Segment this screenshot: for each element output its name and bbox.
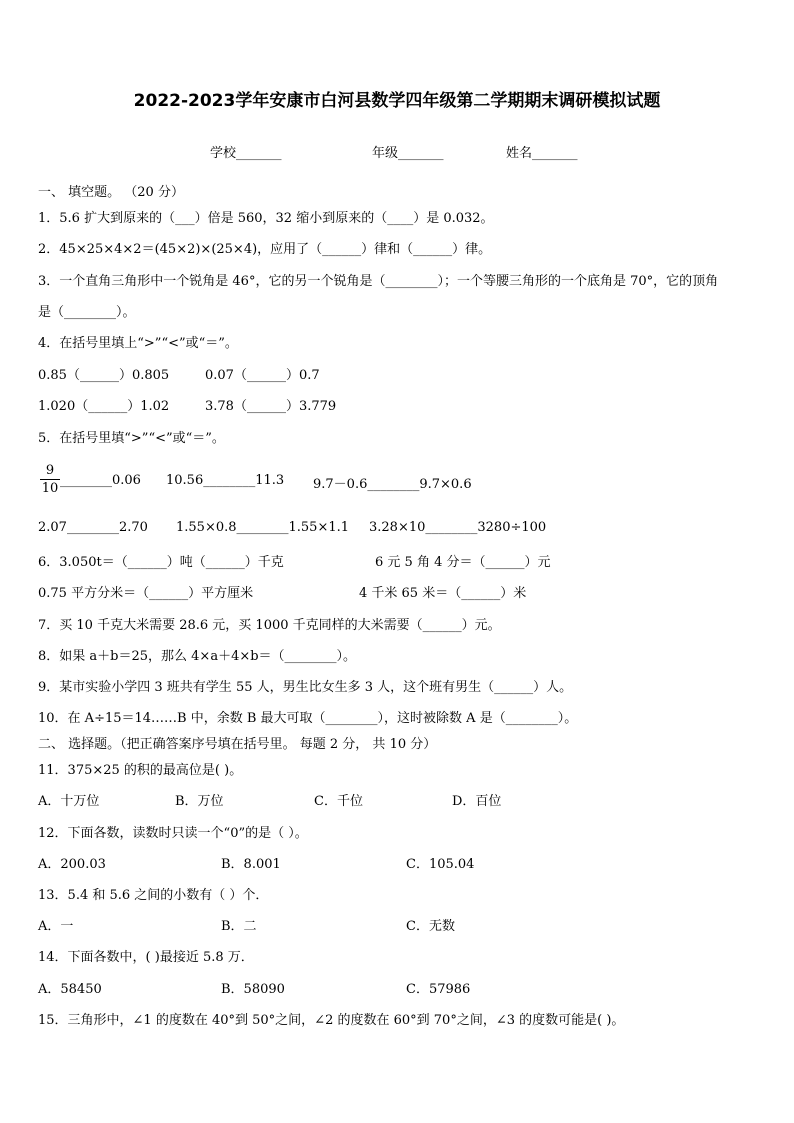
question-12-stem: 12．下面各数，读数时只读一个“0”的是（ ）。 (38, 826, 308, 841)
section-heading-fill: 一、 填空题。 （20 分） (38, 185, 184, 200)
fraction-denominator: 10 (41, 481, 59, 496)
page-title: 2022-2023学年安康市白河县数学四年级第二学期期末调研模拟试题 (133, 91, 661, 111)
question-5-stem: 5．在括号里填“>”“<”或“＝”。 (38, 431, 225, 446)
question-13-stem: 13．5.4 和 5.6 之间的小数有（ ）个． (38, 888, 269, 903)
question-13-option-c: C．无数 (406, 919, 455, 934)
fraction-numerator: 9 (40, 463, 60, 480)
question-6-b: 6 元 5 角 4 分＝（______）元 (375, 555, 551, 570)
question-4-stem: 4．在括号里填上“>”“<”或“＝”。 (38, 336, 238, 351)
question-5-f: 3.28×10________3280÷100 (369, 520, 547, 535)
grade-field: 年级_______ (372, 146, 444, 161)
question-14-option-a: A．58450 (38, 982, 102, 997)
question-6-d: 4 千米 65 米＝（______）米 (359, 586, 527, 601)
question-11-option-c: C．千位 (314, 794, 363, 809)
question-11-option-a: A．十万位 (38, 794, 100, 809)
question-6-c: 0.75 平方分米＝（______）平方厘米 (38, 586, 254, 601)
question-14-option-c: C．57986 (406, 982, 471, 997)
question-15: 15．三角形中，∠1 的度数在 40°到 50°之间，∠2 的度数在 60°到 70°之间，∠3 的度数可能是( )。 (38, 1013, 625, 1028)
name-field: 姓名_______ (506, 146, 578, 161)
question-12-option-a: A．200.03 (38, 857, 106, 872)
question-8: 8．如果 a＋b＝25，那么 4×a＋4×b＝（________）。 (38, 649, 357, 664)
question-4-a: 0.85（______）0.805 (38, 368, 170, 383)
school-field: 学校_______ (210, 146, 282, 161)
question-12-option-b: B．8.001 (221, 857, 281, 872)
question-13-option-a: A．一 (38, 919, 74, 934)
question-2: 2．45×25×4×2＝(45×2)×(25×4)，应用了（______）律和（______）律。 (38, 242, 492, 257)
question-5-c: 9.7－0.6________9.7×0.6 (313, 477, 472, 492)
question-6-a: 6．3.050t＝（______）吨（______）千克 (38, 555, 284, 570)
question-12-option-c: C．105.04 (406, 857, 475, 872)
question-14-stem: 14．下面各数中，( )最接近 5.8 万． (38, 950, 254, 965)
question-11-option-b: B．万位 (175, 794, 224, 809)
question-4-c: 1.020（______）1.02 (38, 399, 170, 414)
question-11-stem: 11．375×25 的积的最高位是( )。 (38, 763, 243, 778)
question-7: 7．买 10 千克大米需要 28.6 元，买 1000 千克同样的大米需要（______）元。 (38, 618, 501, 633)
question-5-b: 10.56________11.3 (166, 473, 285, 488)
question-3-line2: 是（________）。 (38, 305, 136, 320)
section-heading-choice: 二、 选择题。（把正确答案序号填在括号里。 每题 2 分， 共 10 分） (38, 737, 437, 752)
question-14-option-b: B．58090 (221, 982, 285, 997)
question-11-option-d: D．百位 (452, 794, 502, 809)
question-3-line1: 3．一个直角三角形中一个锐角是 46°，它的另一个锐角是（________）；一个等腰三角形的一个底角是 70°，它的顶角 (38, 274, 719, 289)
question-5-e: 1.55×0.8________1.55×1.1 (176, 520, 350, 535)
question-5-a: ________0.06 (60, 473, 141, 488)
question-1: 1．5.6 扩大到原来的（___）倍是 560，32 缩小到原来的（____）是 0.032。 (38, 211, 494, 226)
question-13-option-b: B．二 (221, 919, 257, 934)
question-4-d: 3.78（______）3.779 (205, 399, 337, 414)
question-4-b: 0.07（______）0.7 (205, 368, 320, 383)
question-10: 10．在 A÷15＝14……B 中，余数 B 最大可取（________），这时被除数 A 是（________）。 (38, 711, 578, 726)
fraction-nine-tenths (40, 463, 60, 496)
question-9: 9．某市实验小学四 3 班共有学生 55 人，男生比女生多 3 人，这个班有男生（______）人。 (38, 680, 573, 695)
question-5-d: 2.07________2.70 (38, 520, 148, 535)
